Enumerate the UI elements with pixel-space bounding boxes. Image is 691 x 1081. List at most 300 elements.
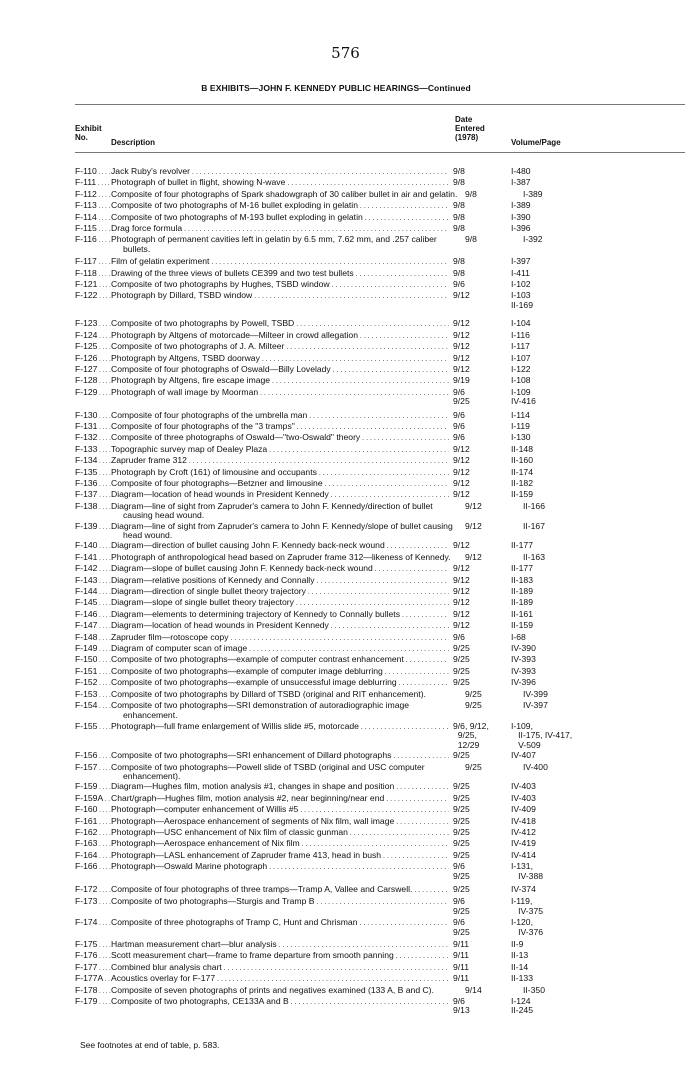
date-entered: 9/12 (453, 478, 470, 488)
date-entered: 9/8 (453, 268, 465, 278)
date-entered: 9/11 (453, 940, 470, 950)
exhibit-description: Composite of three photographs of Oswald—"two-Oswald" theory . . . (111, 433, 449, 443)
table-row (75, 433, 685, 444)
exhibit-number: F-135 . . . (75, 468, 111, 479)
exhibit-number: F-151 . . . (75, 667, 111, 678)
table-row (75, 690, 685, 701)
volume-page: II-159 (511, 620, 533, 631)
date-entered: 9/19 (453, 376, 470, 386)
date-entered: 9/8 (465, 235, 477, 245)
exhibit-number: F-141 . . . (75, 553, 111, 564)
date-entered: 9/12 (453, 541, 470, 551)
table-row (75, 918, 685, 937)
table-row (75, 291, 685, 310)
volume-page: IV-418 (511, 815, 536, 826)
volume-page: I-392 (523, 234, 543, 245)
table-row (75, 782, 685, 793)
exhibit-description: Photograph—Aerospace enhancement of segments of Nix film, wall image . . . (111, 817, 449, 827)
exhibit-description: Film of gelatin experiment . . . (111, 257, 449, 267)
table-title: B EXHIBITS—JOHN F. KENNEDY PUBLIC HEARINGS—Continued (201, 83, 471, 93)
volume-page: II-177 (511, 540, 533, 551)
table-row (75, 974, 685, 985)
exhibit-description: Composite of four photographs of Oswald—Billy Lovelady . . . (111, 365, 449, 375)
table-body (75, 167, 685, 1050)
exhibit-number: F-148 . . . (75, 633, 111, 644)
exhibit-description: Composite of two photographs—example of computer image deblurring . . . (111, 667, 449, 677)
table-row (75, 522, 685, 542)
table-row (75, 502, 685, 522)
table-row (75, 411, 685, 422)
exhibit-description: Diagram—direction of bullet causing John F. Kennedy back-neck wound . . . (111, 541, 449, 551)
exhibit-description: Composite of four photographs of three tramps—Tramp A, Vallee and Carswell. . . . (111, 885, 449, 895)
date-entered: 9/6 (453, 632, 465, 642)
table-row (75, 354, 685, 365)
table-row (75, 610, 685, 621)
table-row (75, 319, 685, 330)
volume-page: IV-403 (511, 792, 536, 803)
table-row (75, 828, 685, 839)
date-entered: 9/11 (453, 974, 470, 984)
volume-page: IV-407 (511, 750, 536, 761)
exhibit-number: F-179 . . . (75, 997, 111, 1008)
exhibit-description: Photograph—Aerospace enhancement of Nix film . . . (111, 839, 449, 849)
date-entered: 9/12 (453, 564, 470, 574)
date-entered: 9/12 (465, 501, 482, 511)
exhibit-number: F-147 . . . (75, 621, 111, 632)
date-entered: 9/6 (453, 410, 465, 420)
volume-page: IV-412 (511, 826, 536, 837)
exhibit-description: Zapruder frame 312 . . . (111, 456, 449, 466)
volume-page: I-120, IV-376 (511, 917, 544, 937)
exhibit-description: Photograph of wall image by Moorman . . . (111, 388, 449, 398)
table-row (75, 257, 685, 268)
volume-page: I-122 (511, 363, 531, 374)
date-entered: 9/25 (453, 850, 470, 860)
volume-page: IV-374 (511, 884, 536, 894)
exhibit-number: F-132 . . . (75, 433, 111, 444)
volume-page: I-109 IV-416 (511, 386, 536, 407)
date-entered: 9/12 (453, 456, 470, 466)
date-entered: 9/12 (453, 291, 470, 301)
volume-page: IV-403 (511, 781, 536, 792)
volume-page: I-130 (511, 432, 531, 443)
exhibit-description: Photograph—Oswald Marine photograph . . . (111, 862, 449, 872)
date-entered: 9/6 (453, 433, 465, 443)
header-bottom-rule (75, 152, 685, 153)
volume-page: II-163 (523, 551, 545, 562)
exhibit-number: F-136 . . . (75, 479, 111, 490)
date-entered: 9/6 9/25 (453, 862, 470, 881)
exhibit-description: Diagram—direction of single bullet theory trajectory . . . (111, 587, 449, 597)
exhibit-number: F-149 . . . (75, 644, 111, 655)
exhibit-number: F-127 . . . (75, 365, 111, 376)
volume-page: II-160 (511, 455, 533, 466)
exhibit-description: Photograph by Altgens, TSBD doorway . . . (111, 354, 449, 364)
exhibit-description: Composite of two photographs—example of computer contrast enhancement . . . (111, 655, 449, 665)
exhibit-description: Composite of two photographs—example of unsuccessful image deblurring . . . (111, 678, 449, 688)
exhibit-number: F-172 . . . (75, 885, 111, 896)
exhibit-number: F-166 . . . (75, 862, 111, 873)
table-row (75, 201, 685, 212)
volume-page: I-411 (511, 267, 530, 278)
exhibit-number: F-134 . . . (75, 456, 111, 467)
table-row (75, 851, 685, 862)
exhibit-description: Composite of four photographs—Betzner and limousine . . . (111, 479, 449, 489)
exhibit-number: F-110 . . . (75, 167, 111, 178)
exhibit-number: F-129 . . . (75, 388, 111, 399)
date-entered: 9/6 9/13 (453, 997, 470, 1016)
exhibit-description: Composite of four photographs of Spark shadowgraph of 30 caliber bullet in air and gelatin. (111, 189, 458, 199)
table-row (75, 213, 685, 224)
table-row (75, 235, 685, 255)
exhibit-number: F-177A . . . (75, 974, 111, 985)
date-entered: 9/25 (453, 655, 470, 665)
exhibit-number: F-140 . . . (75, 541, 111, 552)
exhibit-number: F-163 . . . (75, 839, 111, 850)
table-row (75, 598, 685, 609)
exhibit-number: F-144 . . . (75, 587, 111, 598)
date-entered: 9/12 (465, 552, 482, 562)
table-row (75, 722, 685, 750)
volume-page: IV-409 (511, 804, 536, 815)
exhibit-number: F-160 . . . (75, 805, 111, 816)
volume-page: II-189 (511, 586, 533, 597)
volume-page: IV-396 (511, 677, 536, 688)
volume-page: II-9 (511, 939, 524, 950)
exhibit-number: F-118 . . . (75, 269, 111, 280)
exhibit-description: Photograph of bullet in flight, showing N-wave . . . (111, 178, 449, 188)
date-entered: 9/12 (453, 575, 470, 585)
date-entered: 9/8 (453, 178, 465, 188)
exhibit-number: F-124 . . . (75, 331, 111, 342)
exhibit-number: F-122 . . . (75, 291, 111, 302)
volume-page: IV-414 (511, 849, 536, 860)
table-row (75, 701, 685, 721)
date-entered: 9/6 9/25 (453, 897, 470, 916)
exhibit-number: F-159 . . . (75, 782, 111, 793)
volume-page: I-109, II-175, IV-417, V-509 (511, 720, 573, 750)
table-row (75, 963, 685, 974)
date-entered: 9/12 (453, 444, 470, 454)
date-entered: 9/25 (453, 678, 470, 688)
volume-page: II-182 (511, 477, 533, 488)
exhibit-number: F-138 . . . (75, 502, 111, 513)
exhibit-number: F-142 . . . (75, 564, 111, 575)
exhibit-number: F-176 . . . (75, 951, 111, 962)
exhibit-number: F-146 . . . (75, 610, 111, 621)
volume-page: I-108 (511, 375, 531, 386)
exhibit-description: Composite of two photographs by Hughes, TSBD window . . . (111, 280, 449, 290)
table-row (75, 751, 685, 762)
exhibit-description: Composite of two photographs—SRI demonstration of autoradiographic image enhancement. (111, 701, 410, 720)
exhibit-number: F-156 . . . (75, 751, 111, 762)
exhibit-description: Combined blur analysis chart . . . (111, 963, 449, 973)
table-row (75, 178, 685, 189)
date-entered: 9/25 (465, 689, 482, 699)
exhibits-table (75, 167, 685, 1016)
volume-page: I-389 (523, 188, 543, 199)
volume-page: IV-393 (511, 665, 536, 676)
exhibit-number: F-143 . . . (75, 576, 111, 587)
exhibit-number: F-112 . . . (75, 190, 111, 201)
table-row (75, 388, 685, 407)
table-row (75, 862, 685, 881)
header-exhibit: Exhibit No. (75, 124, 102, 142)
date-entered: 9/25 (453, 782, 470, 792)
exhibit-number: F-174 . . . (75, 918, 111, 929)
table-row (75, 885, 685, 896)
table-row (75, 763, 685, 783)
exhibit-description: Composite of two photographs—SRI enhancement of Dillard photographs . . . (111, 751, 449, 761)
exhibit-number: F-155 . . . (75, 722, 111, 733)
volume-page: II-174 (511, 466, 533, 477)
exhibit-number: F-178 . . . (75, 986, 111, 997)
table-row (75, 621, 685, 632)
table-row (75, 817, 685, 828)
volume-page: II-148 (511, 443, 533, 454)
exhibit-description: Diagram of computer scan of image . . . (111, 644, 449, 654)
volume-page: I-397 (511, 256, 531, 267)
volume-page: I-102 (511, 279, 531, 290)
exhibit-description: Photograph—computer enhancement of Willis #5 . . . (111, 805, 449, 815)
date-entered: 9/25 (453, 816, 470, 826)
volume-page: IV-399 (523, 688, 548, 699)
table-row (75, 655, 685, 666)
exhibit-number: F-175 . . . (75, 940, 111, 951)
exhibit-number: F-114 . . . (75, 213, 111, 224)
table-row (75, 468, 685, 479)
volume-page: I-390 (511, 211, 531, 222)
exhibit-number: F-154 . . . (75, 701, 111, 712)
date-entered: 9/25 (453, 805, 470, 815)
date-entered: 9/12 (453, 621, 470, 631)
volume-page: I-480 (511, 166, 531, 176)
date-entered: 9/25 (453, 644, 470, 654)
exhibit-number: F-152 . . . (75, 678, 111, 689)
exhibit-description: Photograph—full frame enlargement of Willis slide #5, motorcade . . . (111, 722, 449, 732)
exhibit-number: F-121 . . . (75, 280, 111, 291)
date-entered: 9/12 (453, 598, 470, 608)
exhibit-description: Photograph by Croft (161) of limousine and occupants . . . (111, 468, 449, 478)
table-row (75, 644, 685, 655)
volume-page: II-159 (511, 489, 533, 500)
volume-page: I-131, IV-388 (511, 861, 544, 881)
volume-page: II-167 (523, 520, 545, 531)
table-row (75, 331, 685, 342)
exhibit-number: F-117 . . . (75, 257, 111, 268)
exhibit-number: F-126 . . . (75, 354, 111, 365)
date-entered: 9/25 (453, 885, 470, 894)
table-row (75, 269, 685, 280)
exhibit-description: Drag force formula . . . (111, 224, 449, 234)
exhibit-description: Zapruder film—rotoscope copy . . . (111, 633, 449, 643)
table-row (75, 456, 685, 467)
date-entered: 9/6 (453, 280, 465, 290)
date-entered: 9/25 (453, 751, 470, 761)
exhibit-description: Photograph by Dillard, TSBD window . . . (111, 291, 449, 301)
date-entered: 9/11 (453, 962, 470, 972)
date-entered: 9/12 (453, 587, 470, 597)
volume-page: IV-390 (511, 643, 536, 654)
exhibit-number: F-128 . . . (75, 376, 111, 387)
table-row (75, 576, 685, 587)
volume-page: II-161 (511, 608, 533, 619)
date-entered: 9/12 (465, 521, 482, 531)
table-row (75, 190, 685, 201)
exhibit-description: Photograph by Altgens, fire escape image . . . (111, 376, 449, 386)
exhibit-number: F-139 . . . (75, 522, 111, 533)
date-entered: 9/12 (453, 342, 470, 352)
date-entered: 9/12 (453, 319, 470, 329)
date-entered: 9/8 (453, 201, 465, 211)
volume-page: IV-400 (523, 761, 548, 772)
exhibit-description: Photograph—USC enhancement of Nix film of classic gunman . . . (111, 828, 449, 838)
table-row (75, 633, 685, 644)
exhibit-number: F-123 . . . (75, 319, 111, 330)
volume-page: II-13 (511, 950, 529, 961)
exhibit-description: Diagram—location of head wounds in President Kennedy . . . (111, 490, 449, 500)
exhibit-number: F-131 . . . (75, 422, 111, 433)
volume-page: I-114 (511, 409, 530, 420)
exhibit-description: Composite of two photographs by Dillard of TSBD (original and RIT enhancement). (111, 689, 426, 699)
table-row (75, 897, 685, 916)
date-entered: 9/8 (453, 224, 465, 234)
table-row (75, 224, 685, 235)
table-row (75, 951, 685, 962)
exhibit-description: Scott measurement chart—frame to frame departure from smooth panning . . . (111, 951, 449, 961)
exhibit-number: F-153 . . . (75, 690, 111, 701)
date-entered: 9/12 (453, 364, 470, 374)
table-row (75, 479, 685, 490)
exhibit-number: F-115 . . . (75, 224, 111, 235)
exhibit-description: Diagram—relative positions of Kennedy and Connally . . . (111, 576, 449, 586)
exhibit-description: Drawing of the three views of bullets CE399 and two test bullets . . . (111, 269, 449, 279)
volume-page: I-119 (511, 420, 530, 431)
exhibit-number: F-130 . . . (75, 411, 111, 422)
header-volume: Volume/Page (511, 138, 561, 147)
exhibit-number: F-125 . . . (75, 342, 111, 353)
table-row (75, 422, 685, 433)
exhibit-number: F-113 . . . (75, 201, 111, 212)
exhibit-description: Photograph—LASL enhancement of Zapruder frame 413, head in bush . . . (111, 851, 449, 861)
footnote: See footnotes at end of table, p. 583. (80, 1039, 220, 1050)
exhibit-description: Diagram—location of head wounds in President Kennedy . . . (111, 621, 449, 631)
exhibit-description: Composite of four photographs of the umbrella man . . . (111, 411, 449, 421)
exhibit-description: Composite of two photographs—Sturgis and Tramp B . . . (111, 897, 449, 907)
volume-page: I-389 (511, 200, 531, 211)
volume-page: I-124 II-245 (511, 996, 533, 1016)
exhibit-description: Composite of seven photographs of prints and negatives examined (133 A, B and C). (111, 985, 434, 995)
table-row (75, 564, 685, 575)
exhibit-description: Photograph of permanent cavities left in gelatin by 6.5 mm, 7.62 mm, and .257 caliber bullets. (111, 235, 437, 254)
volume-page: I-107 (511, 352, 531, 363)
volume-page: I-104 (511, 318, 531, 329)
volume-page: IV-419 (511, 838, 536, 849)
date-entered: 9/12 (453, 467, 470, 477)
volume-page: II-14 (511, 961, 529, 972)
exhibit-description: Diagram—slope of bullet causing John F. Kennedy back-neck wound . . . (111, 564, 449, 574)
volume-page: IV-397 (523, 700, 548, 711)
exhibit-description: Photograph by Altgens of motorcade—Milteer in crowd allegation . . . (111, 331, 449, 341)
header-description: Description (111, 138, 156, 147)
table-row (75, 940, 685, 951)
exhibit-description: Acoustics overlay for F-177 . . . (111, 974, 449, 984)
volume-page: I-387 (511, 177, 531, 188)
table-row (75, 445, 685, 456)
date-entered: 9/8 (453, 257, 465, 267)
exhibit-description: Diagram—Hughes film, motion analysis #1, changes in shape and position . . . (111, 782, 449, 792)
date-entered: 9/25 (453, 839, 470, 849)
table-row (75, 794, 685, 805)
volume-page: II-166 (523, 500, 545, 511)
table-row (75, 342, 685, 353)
column-headers (75, 115, 685, 151)
exhibit-description: Composite of two photographs of M-16 bullet exploding in gelatin . . . (111, 201, 449, 211)
date-entered: 9/12 (453, 490, 470, 500)
exhibit-description: Composite of two photographs by Powell, TSBD . . . (111, 319, 449, 329)
volume-page: II-177 (511, 563, 533, 574)
exhibit-number: F-150 . . . (75, 655, 111, 666)
volume-page: II-350 (523, 984, 545, 995)
date-entered: 9/25 (453, 666, 470, 676)
date-entered: 9/8 (453, 212, 465, 222)
exhibit-description: Composite of two photographs of J. A. Milteer . . . (111, 342, 449, 352)
exhibit-number: F-173 . . . (75, 897, 111, 908)
date-entered: 9/14 (465, 985, 482, 995)
volume-page: I-396 (511, 223, 531, 234)
table-row (75, 986, 685, 997)
volume-page: I-119, IV-375 (511, 896, 544, 916)
volume-page: I-117 (511, 341, 530, 352)
table-row (75, 667, 685, 678)
date-entered: 9/25 (453, 827, 470, 837)
exhibit-description: Jack Ruby's revolver . . . (111, 167, 449, 177)
exhibit-description: Composite of two photographs—Powell slide of TSBD (original and USC computer enhancement). (111, 762, 425, 781)
volume-page: I-103 II-169 (511, 290, 533, 310)
table-row (75, 553, 685, 564)
exhibit-number: F-157 . . . (75, 763, 111, 774)
exhibit-number: F-145 . . . (75, 598, 111, 609)
date-entered: 9/6 (453, 421, 465, 431)
date-entered: 9/6 9/25 (453, 387, 470, 407)
date-entered: 9/8 (453, 167, 465, 176)
table-row (75, 541, 685, 552)
date-entered: 9/11 (453, 951, 470, 961)
exhibit-number: F-133 . . . (75, 445, 111, 456)
exhibit-number: F-177 . . . (75, 963, 111, 974)
volume-page: II-133 (511, 973, 533, 984)
date-entered: 9/6, 9/12, 9/25, 12/29 (453, 721, 489, 750)
date-entered: 9/6 9/25 (453, 918, 470, 937)
volume-page: II-183 (511, 574, 533, 585)
volume-page: I-116 (511, 329, 530, 340)
date-entered: 9/25 (465, 762, 482, 772)
table-row (75, 678, 685, 689)
date-entered: 9/25 (465, 701, 482, 711)
table-row (75, 376, 685, 387)
exhibit-number: F-159A . . . (75, 794, 111, 805)
table-row (75, 997, 685, 1016)
exhibit-number: F-161 . . . (75, 817, 111, 828)
exhibit-description: Diagram—line of sight from Zapruder's camera to John F. Kennedy/slope of bullet causing head wound. (111, 521, 453, 540)
exhibit-description: Diagram—line of sight from Zapruder's camera to John F. Kennedy/direction of bullet causing head wound. (111, 501, 433, 521)
table-row (75, 839, 685, 850)
exhibit-description: Composite of two photographs of M-193 bullet exploding in gelatin . . . (111, 213, 449, 223)
header-date: Date Entered (1978) (455, 115, 485, 142)
volume-page: I-68 (511, 631, 526, 642)
exhibit-description: Topographic survey map of Dealey Plaza . . . (111, 445, 449, 455)
exhibit-number: F-111 . . . (75, 178, 111, 189)
